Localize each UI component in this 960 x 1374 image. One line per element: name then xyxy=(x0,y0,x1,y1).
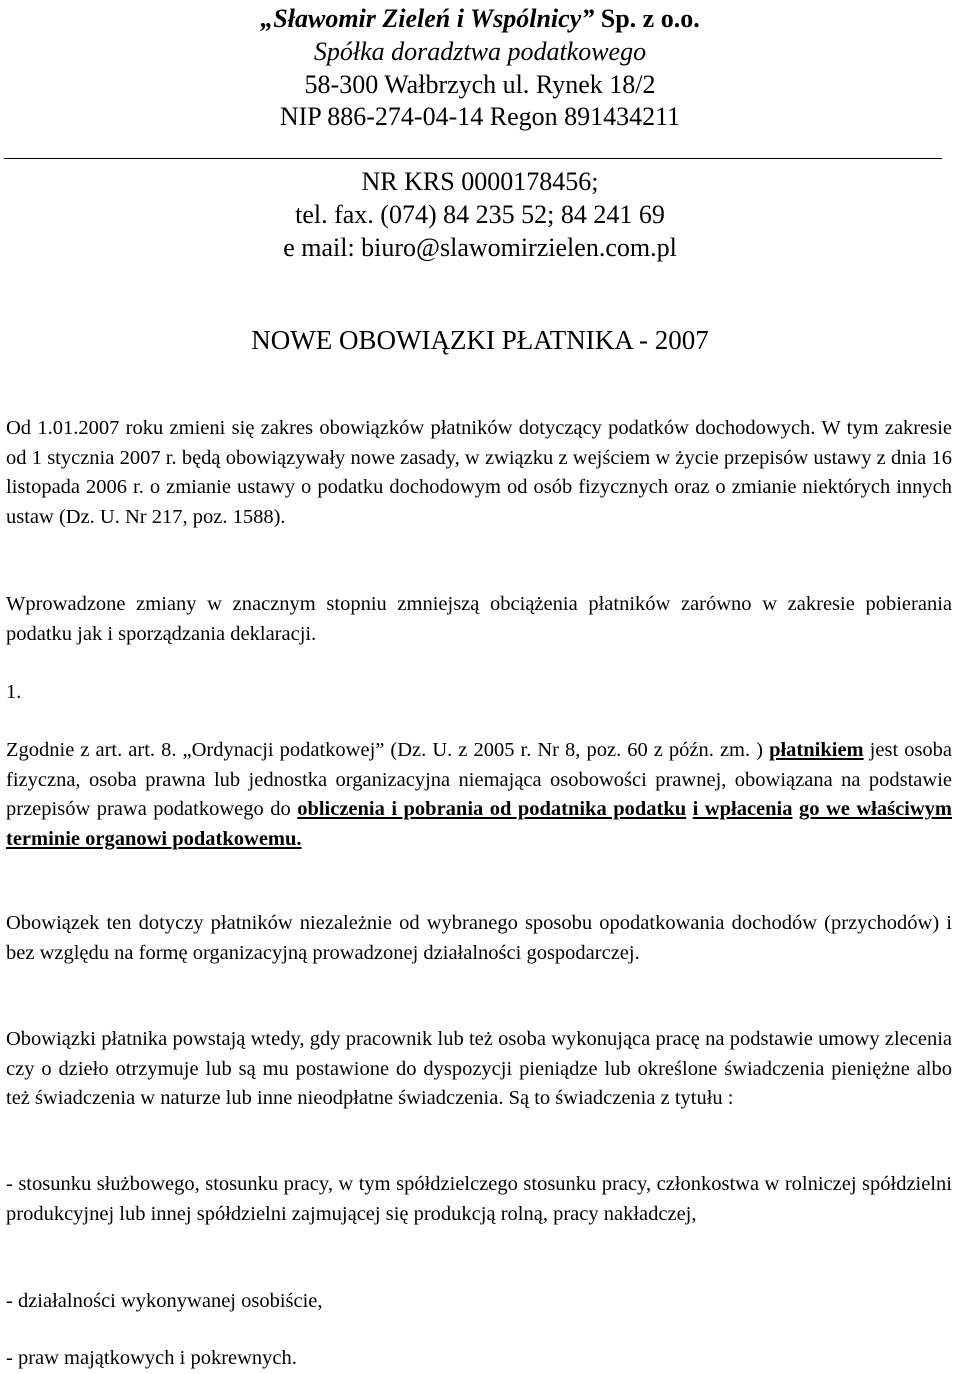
definition-intro: Zgodnie z art. art. 8. „Ordynacji podatkowej” (Dz. U. z 2005 r. Nr 8, poz. 60 z późn. zm. ) xyxy=(6,739,764,761)
list-item: - stosunku służbowego, stosunku pracy, w tym spółdzielczego stosunku pracy, członkostwa w rolniczej spółdzielni produkcyjnej lub innej spółdzielni zajmującej się produkcją rolną, pracy nakładczej, xyxy=(6,1173,952,1225)
list-item: - praw majątkowych i pokrewnych. xyxy=(6,1347,297,1369)
firm-suffix: Sp. z o.o. xyxy=(600,4,700,33)
firm-ids: NIP 886-274-04-14 Regon 891434211 xyxy=(279,102,681,131)
list-number: 1. xyxy=(6,681,22,703)
duty-pay: i wpłacenia xyxy=(692,798,793,820)
duty-calculate-collect: obliczenia i pobrania od podatnika podatku xyxy=(297,798,687,820)
firm-krs: NR KRS 0000178456; xyxy=(361,167,599,196)
definition-text: jest osoba fizyczna, osoba prawna lub jednostka organizacyjna niemająca osobowości prawnej, obowiązana na podstawie przepisów prawa podatkowego do xyxy=(6,739,953,820)
firm-name-line xyxy=(0,2,960,35)
paragraph-3 xyxy=(6,736,952,854)
paragraph-4: Obowiązek ten dotyczy płatników niezależnie od wybranego sposobu opodatkowania dochodów (przychodów) i bez względu na formę organizacyjną prowadzonej działalności gospodarczej. xyxy=(6,912,952,964)
duty-deadline: go we właściwym terminie organowi podatkowemu. xyxy=(6,798,953,850)
paragraph-1: Od 1.01.2007 roku zmieni się zakres obowiązków płatników dotyczący podatków dochodowych. W tym zakresie od 1 stycznia 2007 r. będą obowiązywały nowe zasady, w związku z wejściem w życie przepisów ustawy z dnia 16 listopada 2006 r. o zmianie ustawy o podatku dochodowym od osób fizycznych oraz o zmianie niektórych innych ustaw (Dz. U. Nr 217, poz. 1588). xyxy=(6,417,952,528)
document-title: NOWE OBOWIĄZKI PŁATNIKA - 2007 xyxy=(251,325,709,355)
paragraph-5: Obowiązki płatnika powstają wtedy, gdy pracownik lub też osoba wykonująca pracę na podstawie umowy zlecenia czy o dzieło otrzymuje lub są mu postawione do dyspozycji pieniądze lub określone świadczenia pieniężne albo też świadczenia w naturze lub inne nieodpłatne świadczenia. Są to świadczenia z tytułu : xyxy=(6,1028,952,1109)
firm-address: 58-300 Wałbrzych ul. Rynek 18/2 xyxy=(304,70,656,99)
firm-name: „Sławomir Zieleń i Wspólnicy” xyxy=(260,4,595,33)
firm-phone: tel. fax. (074) 84 235 52; 84 241 69 xyxy=(295,200,665,229)
paragraph-2: Wprowadzone zmiany w znacznym stopniu zmniejszą obciążenia płatników zarówno w zakresie pobierania podatku jak i sporządzania deklaracji. xyxy=(6,593,952,645)
header-divider xyxy=(4,158,942,159)
firm-subtitle: Spółka doradztwa podatkowego xyxy=(313,37,647,66)
firm-email: e mail: biuro@slawomirzielen.com.pl xyxy=(283,233,677,262)
definition-term: płatnikiem xyxy=(769,739,864,761)
list-item: - działalności wykonywanej osobiście, xyxy=(6,1290,323,1312)
